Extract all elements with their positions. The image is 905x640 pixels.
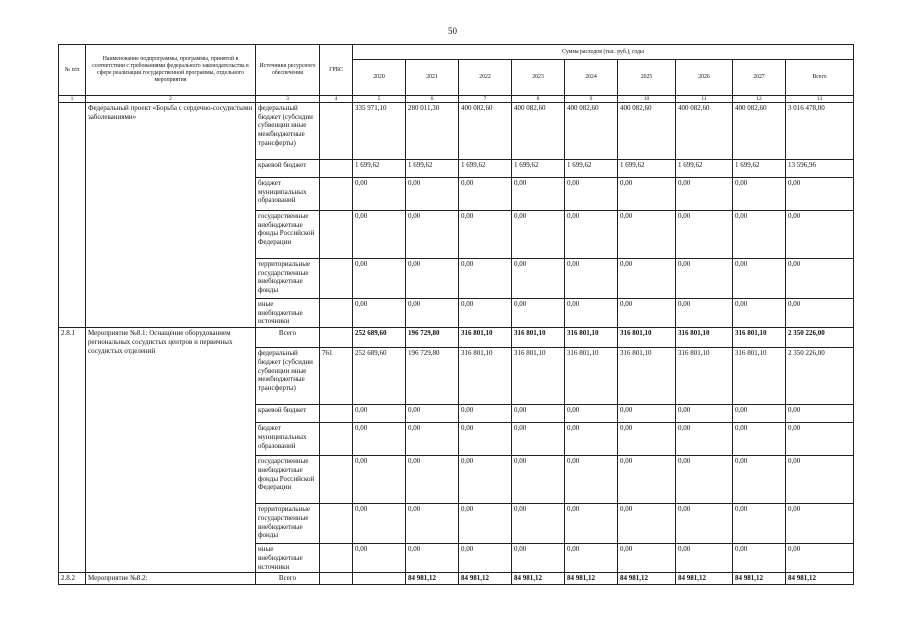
amount-cell: 316 801,10	[733, 328, 786, 348]
amount-cell: 1 699,62	[733, 160, 786, 178]
table-row	[59, 328, 854, 348]
amount-cell: 0,00	[459, 423, 512, 456]
amount-cell: 0,00	[406, 456, 459, 504]
table-row	[59, 573, 854, 585]
amount-cell: 0,00	[618, 504, 676, 544]
amount-cell: 0,00	[353, 299, 406, 328]
program-name: Мероприятие №8.2:	[86, 573, 256, 585]
amount-cell: 84 981,12	[786, 573, 854, 585]
budget-table	[58, 44, 854, 585]
amount-cell: 84 981,12	[406, 573, 459, 585]
amount-cell: 0,00	[565, 544, 618, 573]
header-grbs: ГРБС	[320, 45, 353, 96]
amount-cell: 0,00	[353, 178, 406, 211]
amount-cell: 316 801,10	[459, 348, 512, 405]
amount-cell: 0,00	[406, 405, 459, 423]
amount-cell: 0,00	[406, 299, 459, 328]
amount-cell: 1 699,62	[512, 160, 565, 178]
amount-cell: 1 699,62	[618, 160, 676, 178]
grbs-code	[320, 178, 353, 211]
amount-cell: 0,00	[512, 211, 565, 259]
amount-cell: 0,00	[676, 299, 733, 328]
amount-cell: 400 082,60	[459, 103, 512, 160]
column-number: 2	[86, 96, 256, 103]
amount-cell: 0,00	[406, 259, 459, 299]
amount-cell: 316 801,10	[676, 328, 733, 348]
header-year: 2022	[459, 60, 512, 96]
amount-cell: 0,00	[786, 504, 854, 544]
amount-cell: 0,00	[618, 544, 676, 573]
amount-cell: 1 699,62	[565, 160, 618, 178]
amount-cell: 0,00	[786, 544, 854, 573]
amount-cell: 316 801,10	[512, 328, 565, 348]
amount-cell: 0,00	[676, 211, 733, 259]
funding-source: Всего	[256, 328, 320, 348]
funding-source: федеральный бюджет (субсидии субвенции иные межбюджетные трансферты)	[256, 103, 320, 160]
funding-source: краевой бюджет	[256, 160, 320, 178]
amount-cell: 0,00	[565, 178, 618, 211]
amount-cell: 0,00	[565, 504, 618, 544]
grbs-code	[320, 573, 353, 585]
grbs-code	[320, 328, 353, 348]
amount-cell: 316 801,10	[565, 348, 618, 405]
amount-cell: 252 689,60	[353, 348, 406, 405]
funding-source: иные внебюджетные источники	[256, 299, 320, 328]
amount-cell: 0,00	[618, 299, 676, 328]
amount-cell: 1 699,62	[459, 160, 512, 178]
amount-cell: 0,00	[459, 544, 512, 573]
amount-cell: 0,00	[512, 504, 565, 544]
amount-cell: 0,00	[459, 259, 512, 299]
amount-cell: 0,00	[786, 259, 854, 299]
grbs-code	[320, 259, 353, 299]
amount-cell: 400 082,60	[512, 103, 565, 160]
header-year: Всего	[786, 60, 854, 96]
amount-cell: 84 981,12	[459, 573, 512, 585]
amount-cell: 0,00	[676, 504, 733, 544]
grbs-code	[320, 160, 353, 178]
amount-cell: 0,00	[733, 259, 786, 299]
amount-cell: 84 981,12	[733, 573, 786, 585]
grbs-code	[320, 544, 353, 573]
amount-cell: 0,00	[786, 423, 854, 456]
column-number: 8	[512, 96, 565, 103]
amount-cell: 0,00	[406, 211, 459, 259]
amount-cell: 84 981,12	[512, 573, 565, 585]
header-year: 2020	[353, 60, 406, 96]
header-year: 2024	[565, 60, 618, 96]
amount-cell: 2 350 226,00	[786, 348, 854, 405]
amount-cell: 0,00	[459, 405, 512, 423]
funding-source: иные внебюджетные источники	[256, 544, 320, 573]
amount-cell: 316 801,10	[565, 328, 618, 348]
amount-cell: 0,00	[459, 211, 512, 259]
column-number: 7	[459, 96, 512, 103]
header-source: Источники ресурсного обеспечения	[256, 45, 320, 96]
funding-source: территориальные государственные внебюджетные фонды	[256, 504, 320, 544]
amount-cell: 1 699,62	[676, 160, 733, 178]
amount-cell: 0,00	[786, 299, 854, 328]
amount-cell: 0,00	[733, 178, 786, 211]
column-number: 3	[256, 96, 320, 103]
amount-cell: 196 729,80	[406, 348, 459, 405]
amount-cell: 1 699,62	[406, 160, 459, 178]
funding-source: государственные внебюджетные фонды Российской Федерации	[256, 211, 320, 259]
amount-cell: 13 596,96	[786, 160, 854, 178]
page-number: 50	[448, 26, 457, 36]
funding-source: государственные внебюджетные фонды Российской Федерации	[256, 456, 320, 504]
column-number: 13	[786, 96, 854, 103]
amount-cell: 316 801,10	[676, 348, 733, 405]
amount-cell: 0,00	[512, 456, 565, 504]
amount-cell: 316 801,10	[512, 348, 565, 405]
amount-cell: 196 729,80	[406, 328, 459, 348]
amount-cell: 0,00	[512, 299, 565, 328]
header-year: 2026	[676, 60, 733, 96]
table-row	[59, 103, 854, 160]
amount-cell: 0,00	[406, 544, 459, 573]
column-number: 1	[59, 96, 86, 103]
amount-cell: 0,00	[733, 456, 786, 504]
funding-source: Всего	[256, 573, 320, 585]
amount-cell: 400 082,60	[565, 103, 618, 160]
amount-cell: 0,00	[512, 544, 565, 573]
funding-source: федеральный бюджет (субсидии субвенции иные межбюджетные трансферты)	[256, 348, 320, 405]
column-number: 9	[565, 96, 618, 103]
amount-cell: 0,00	[353, 423, 406, 456]
amount-cell: 0,00	[565, 423, 618, 456]
amount-cell: 0,00	[459, 178, 512, 211]
amount-cell: 0,00	[733, 504, 786, 544]
header-num: № п/п	[59, 45, 86, 96]
amount-cell: 0,00	[676, 423, 733, 456]
amount-cell: 0,00	[786, 405, 854, 423]
amount-cell: 316 801,10	[618, 328, 676, 348]
funding-source: территориальные государственные внебюджетные фонды	[256, 259, 320, 299]
amount-cell: 0,00	[459, 299, 512, 328]
amount-cell: 0,00	[618, 178, 676, 211]
funding-source: бюджет муниципальных образований	[256, 178, 320, 211]
amount-cell: 0,00	[353, 405, 406, 423]
header-name: Наименование подпрограммы, программы, принятой в соответствии с требованиями федерального законодательства в сфере реализации государственной программы, отдельного мероприятия	[86, 45, 256, 96]
amount-cell: 2 350 226,00	[786, 328, 854, 348]
amount-cell: 0,00	[618, 423, 676, 456]
amount-cell: 0,00	[406, 178, 459, 211]
amount-cell: 0,00	[618, 211, 676, 259]
program-name: Федеральный проект «Борьба с сердечно-сосудистыми заболеваниями»	[86, 103, 256, 328]
grbs-code: 761	[320, 348, 353, 405]
amount-cell: 280 011,30	[406, 103, 459, 160]
program-name: Мероприятие №8.1: Оснащение оборудованием региональных сосудистых центров и первичных сосудистых отделений	[86, 328, 256, 573]
amount-cell: 0,00	[565, 405, 618, 423]
amount-cell: 0,00	[618, 405, 676, 423]
header-year: 2025	[618, 60, 676, 96]
amount-cell: 84 981,12	[618, 573, 676, 585]
amount-cell: 335 971,10	[353, 103, 406, 160]
amount-cell: 0,00	[786, 178, 854, 211]
amount-cell: 0,00	[565, 299, 618, 328]
grbs-code	[320, 423, 353, 456]
amount-cell	[353, 573, 406, 585]
amount-cell: 0,00	[786, 456, 854, 504]
amount-cell: 252 689,60	[353, 328, 406, 348]
header-year: 2023	[512, 60, 565, 96]
amount-cell: 316 801,10	[618, 348, 676, 405]
amount-cell: 0,00	[512, 423, 565, 456]
grbs-code	[320, 299, 353, 328]
funding-source: бюджет муниципальных образований	[256, 423, 320, 456]
amount-cell: 84 981,12	[565, 573, 618, 585]
grbs-code	[320, 504, 353, 544]
amount-cell: 0,00	[512, 178, 565, 211]
amount-cell: 0,00	[459, 456, 512, 504]
header-sum: Сумма расходов (тыс. руб.), годы	[353, 45, 854, 60]
column-number: 6	[406, 96, 459, 103]
amount-cell: 84 981,12	[676, 573, 733, 585]
column-number: 10	[618, 96, 676, 103]
amount-cell: 316 801,10	[459, 328, 512, 348]
column-number: 5	[353, 96, 406, 103]
amount-cell: 316 801,10	[733, 348, 786, 405]
amount-cell: 0,00	[676, 178, 733, 211]
amount-cell: 3 016 478,00	[786, 103, 854, 160]
amount-cell: 0,00	[618, 456, 676, 504]
grbs-code	[320, 405, 353, 423]
amount-cell: 0,00	[565, 211, 618, 259]
grbs-code	[320, 456, 353, 504]
amount-cell: 0,00	[353, 544, 406, 573]
amount-cell: 0,00	[406, 423, 459, 456]
header-year: 2027	[733, 60, 786, 96]
amount-cell: 0,00	[676, 259, 733, 299]
column-number: 11	[676, 96, 733, 103]
amount-cell: 0,00	[353, 211, 406, 259]
column-number: 12	[733, 96, 786, 103]
amount-cell: 0,00	[353, 259, 406, 299]
amount-cell: 0,00	[676, 405, 733, 423]
amount-cell: 0,00	[733, 544, 786, 573]
row-number	[59, 103, 86, 328]
amount-cell: 0,00	[353, 456, 406, 504]
amount-cell: 0,00	[565, 259, 618, 299]
amount-cell: 0,00	[618, 259, 676, 299]
row-number: 2.8.2	[59, 573, 86, 585]
amount-cell: 400 082,60	[676, 103, 733, 160]
amount-cell: 0,00	[733, 211, 786, 259]
amount-cell: 0,00	[565, 456, 618, 504]
amount-cell: 0,00	[459, 504, 512, 544]
amount-cell: 0,00	[353, 504, 406, 544]
amount-cell: 0,00	[733, 423, 786, 456]
grbs-code	[320, 211, 353, 259]
amount-cell: 0,00	[733, 405, 786, 423]
funding-source: краевой бюджет	[256, 405, 320, 423]
amount-cell: 1 699,62	[353, 160, 406, 178]
amount-cell: 0,00	[512, 405, 565, 423]
amount-cell: 0,00	[786, 211, 854, 259]
grbs-code	[320, 103, 353, 160]
amount-cell: 400 082,60	[733, 103, 786, 160]
column-number: 4	[320, 96, 353, 103]
amount-cell: 0,00	[512, 259, 565, 299]
row-number: 2.8.1	[59, 328, 86, 573]
header-year: 2021	[406, 60, 459, 96]
amount-cell: 0,00	[676, 456, 733, 504]
amount-cell: 0,00	[406, 504, 459, 544]
amount-cell: 0,00	[676, 544, 733, 573]
amount-cell: 400 082,60	[618, 103, 676, 160]
amount-cell: 0,00	[733, 299, 786, 328]
